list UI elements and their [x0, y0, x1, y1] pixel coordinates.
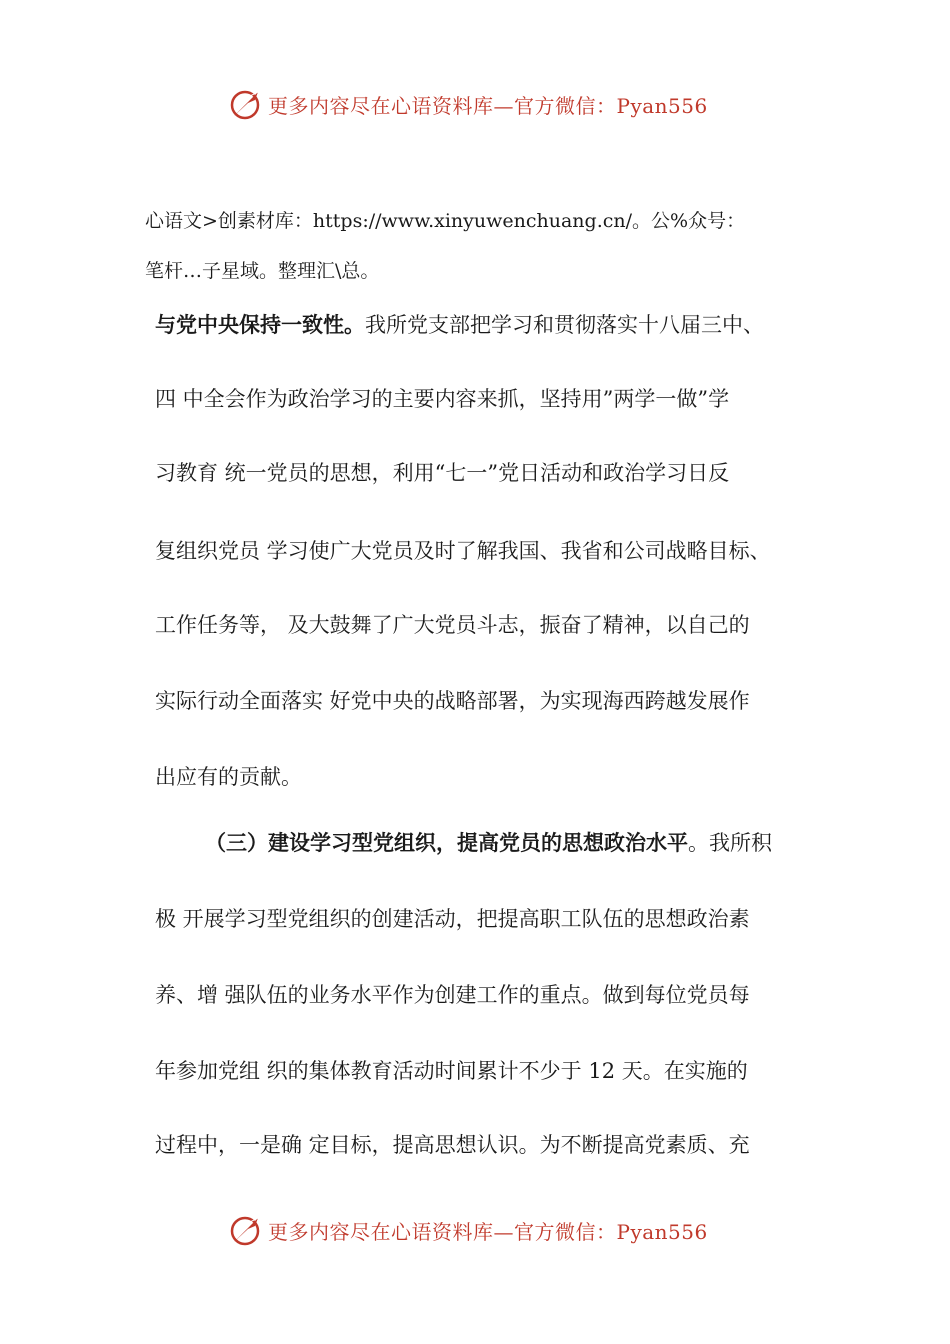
- source-line-2: 笔杆…子星域。整理汇\总。: [145, 260, 380, 282]
- paragraph-1-line-3: 习教育 统一党员的思想，利用“七一”党日活动和政治学习日反: [155, 461, 730, 485]
- footer-banner: [228, 1210, 708, 1250]
- header-banner: [228, 84, 708, 124]
- banner-text: 更多内容尽在心语资料库—官方微信：Pyan556: [268, 1219, 708, 1244]
- paragraph-2-line-3: 养、增 强队伍的业务水平作为创建工作的重点。做到每位党员每: [155, 983, 750, 1007]
- quill-logo-icon: [228, 1212, 264, 1248]
- paragraph-2-line-5: 过程中，一是确 定目标，提高思想认识。为不断提高党素质、充: [155, 1133, 750, 1157]
- paragraph-2-line-4: 年参加党组 织的集体教育活动时间累计不少于 12 天。在实施的: [155, 1059, 748, 1083]
- source-line-1: 心语文>创素材库：https://www.xinyuwenchuang.cn/。公%众号：: [145, 210, 746, 232]
- paragraph-2-line-2: 极 开展学习型党组织的创建活动，把提高职工队伍的思想政治素: [155, 907, 750, 931]
- paragraph-1-line-6: 实际行动全面落实 好党中央的战略部署，为实现海西跨越发展作: [155, 689, 750, 713]
- paragraph-1-bold-lead: 与党中央保持一致性。: [155, 312, 365, 337]
- paragraph-1-line-5: 工作任务等， 及大鼓舞了广大党员斗志，振奋了精神，以自己的: [155, 613, 750, 637]
- paragraph-1-line-4: 复组织党员 学习使广大党员及时了解我国、我省和公司战略目标、: [155, 539, 771, 563]
- paragraph-1-line-2: 四 中全会作为政治学习的主要内容来抓，坚持用”两学一做”学: [155, 387, 730, 411]
- paragraph-1-line-7: 出应有的贡献。: [155, 765, 302, 789]
- paragraph-2-bold-lead: （三）建设学习型党组织，提高党员的思想政治水平: [205, 830, 688, 855]
- quill-logo-icon: [228, 86, 264, 122]
- banner-text: 更多内容尽在心语资料库—官方微信：Pyan556: [268, 93, 708, 118]
- paragraph-2-line-1: （三）建设学习型党组织，提高党员的思想政治水平。我所积: [205, 830, 772, 855]
- paragraph-1-line-1: 与党中央保持一致性。我所党支部把学习和贯彻落实十八届三中、: [155, 312, 764, 337]
